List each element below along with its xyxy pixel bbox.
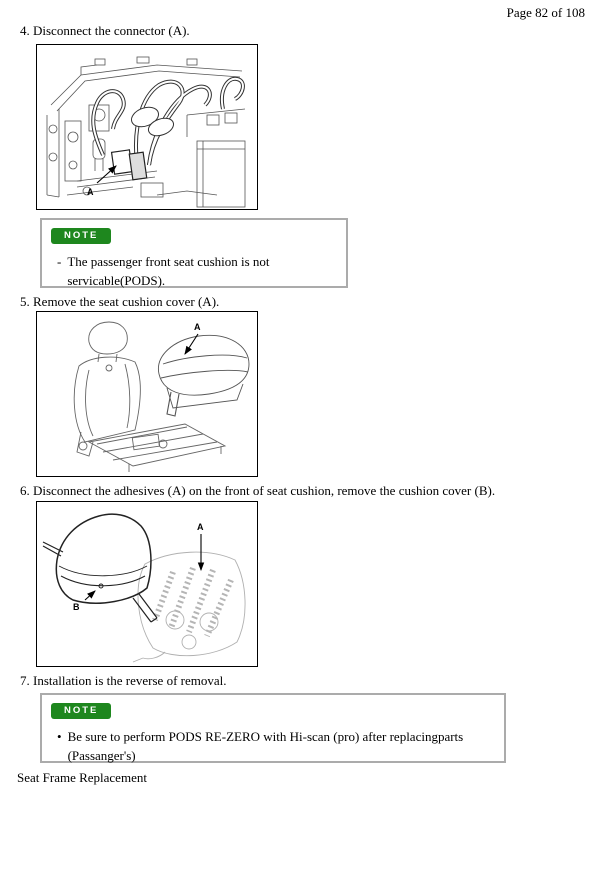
note-2-body	[57, 727, 504, 765]
step-5-text: Remove the seat cushion cover (A).	[33, 294, 220, 309]
step-7-number: 7.	[20, 673, 30, 688]
adhesives-illustration	[37, 502, 257, 666]
figure3-label-a: A	[197, 522, 204, 532]
note-2-text: Be sure to perform PODS RE-ZERO with Hi-scan (pro) after replacingparts (Passanger's)	[67, 729, 464, 763]
step-6-number: 6.	[20, 483, 30, 498]
step-6-text: Disconnect the adhesives (A) on the front of seat cushion, remove the cushion cover (B).	[33, 483, 496, 498]
connector-illustration	[37, 45, 257, 209]
note-2-bullet: •	[57, 729, 62, 744]
note-badge: NOTE	[51, 703, 111, 719]
figure3-label-b: B	[73, 602, 80, 612]
page-indicator: Page 82 of 108	[506, 5, 585, 20]
seat-illustration	[37, 312, 257, 476]
note-box-1	[40, 218, 348, 288]
figure-connector-under-seat	[36, 44, 258, 210]
figure-seat-cushion-cover	[36, 311, 258, 477]
note-1-body	[57, 252, 346, 290]
figure2-label-a: A	[194, 322, 201, 332]
note-badge: NOTE	[51, 228, 111, 244]
callout-arrow-a	[97, 166, 116, 183]
step-4	[20, 23, 190, 39]
step-7-text: Installation is the reverse of removal.	[33, 673, 227, 688]
step-4-text: Disconnect the connector (A).	[33, 23, 190, 38]
note-1-text: The passenger front seat cushion is not servicable(PODS).	[67, 254, 270, 288]
callout-arrow-b	[85, 591, 95, 600]
step-5	[20, 294, 219, 310]
figure1-label-a: A	[87, 187, 94, 197]
section-heading-seat-frame-replacement: Seat Frame Replacement	[17, 770, 147, 785]
step-6	[20, 483, 495, 499]
callout-arrow-a	[185, 334, 198, 354]
note-1-bullet: -	[57, 254, 62, 269]
step-7	[20, 673, 227, 689]
step-4-number: 4.	[20, 23, 30, 38]
step-5-number: 5.	[20, 294, 30, 309]
note-box-2	[40, 693, 506, 763]
figure-cushion-adhesives	[36, 501, 258, 667]
